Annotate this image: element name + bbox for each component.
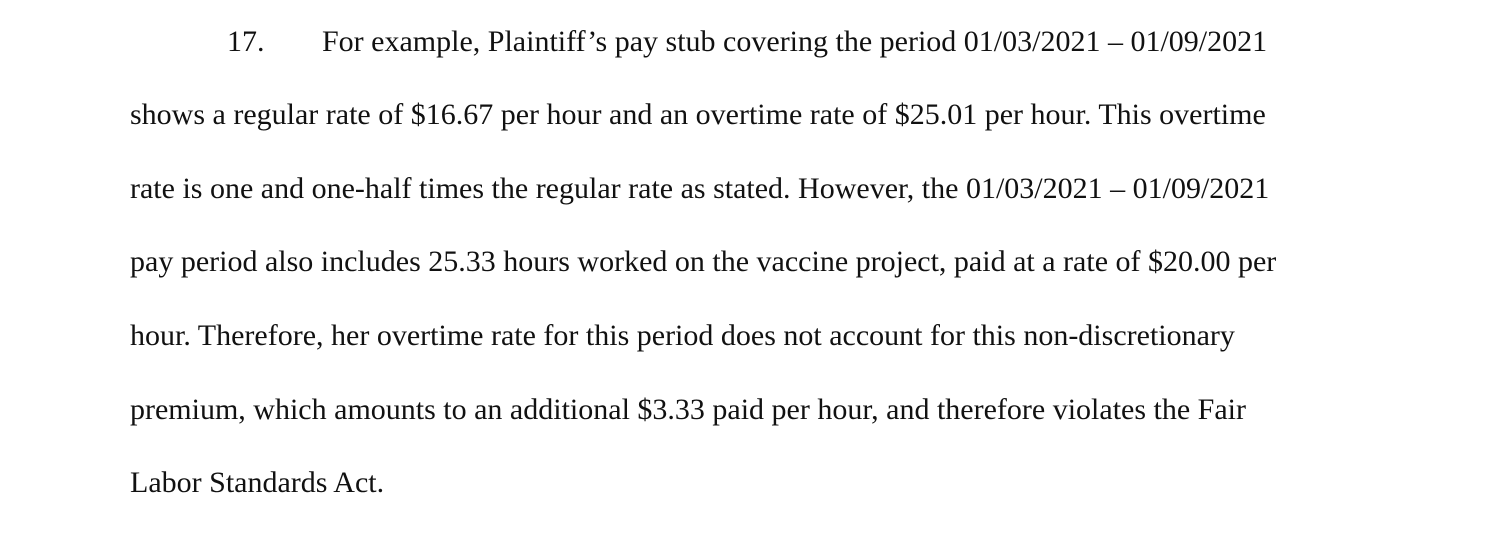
paragraph-number: 17.: [227, 25, 265, 58]
paragraph-line: premium, which amounts to an additional $3.33 paid per hour, and therefore violates the Fair: [130, 393, 1247, 426]
paragraph-line: pay period also includes 25.33 hours worked on the vaccine project, paid at a rate of $20.00 per: [130, 245, 1277, 278]
paragraph-line: shows a regular rate of $16.67 per hour and an overtime rate of $25.01 per hour. This overtime: [130, 98, 1266, 131]
paragraph-line: hour. Therefore, her overtime rate for this period does not account for this non-discretionary: [130, 319, 1235, 352]
paragraph-line: rate is one and one-half times the regular rate as stated. However, the 01/03/2021 – 01/09/2021: [130, 172, 1270, 205]
paragraph-line: Labor Standards Act.: [130, 466, 385, 499]
paragraph-line: For example, Plaintiff’s pay stub covering the period 01/03/2021 – 01/09/2021: [322, 25, 1268, 58]
